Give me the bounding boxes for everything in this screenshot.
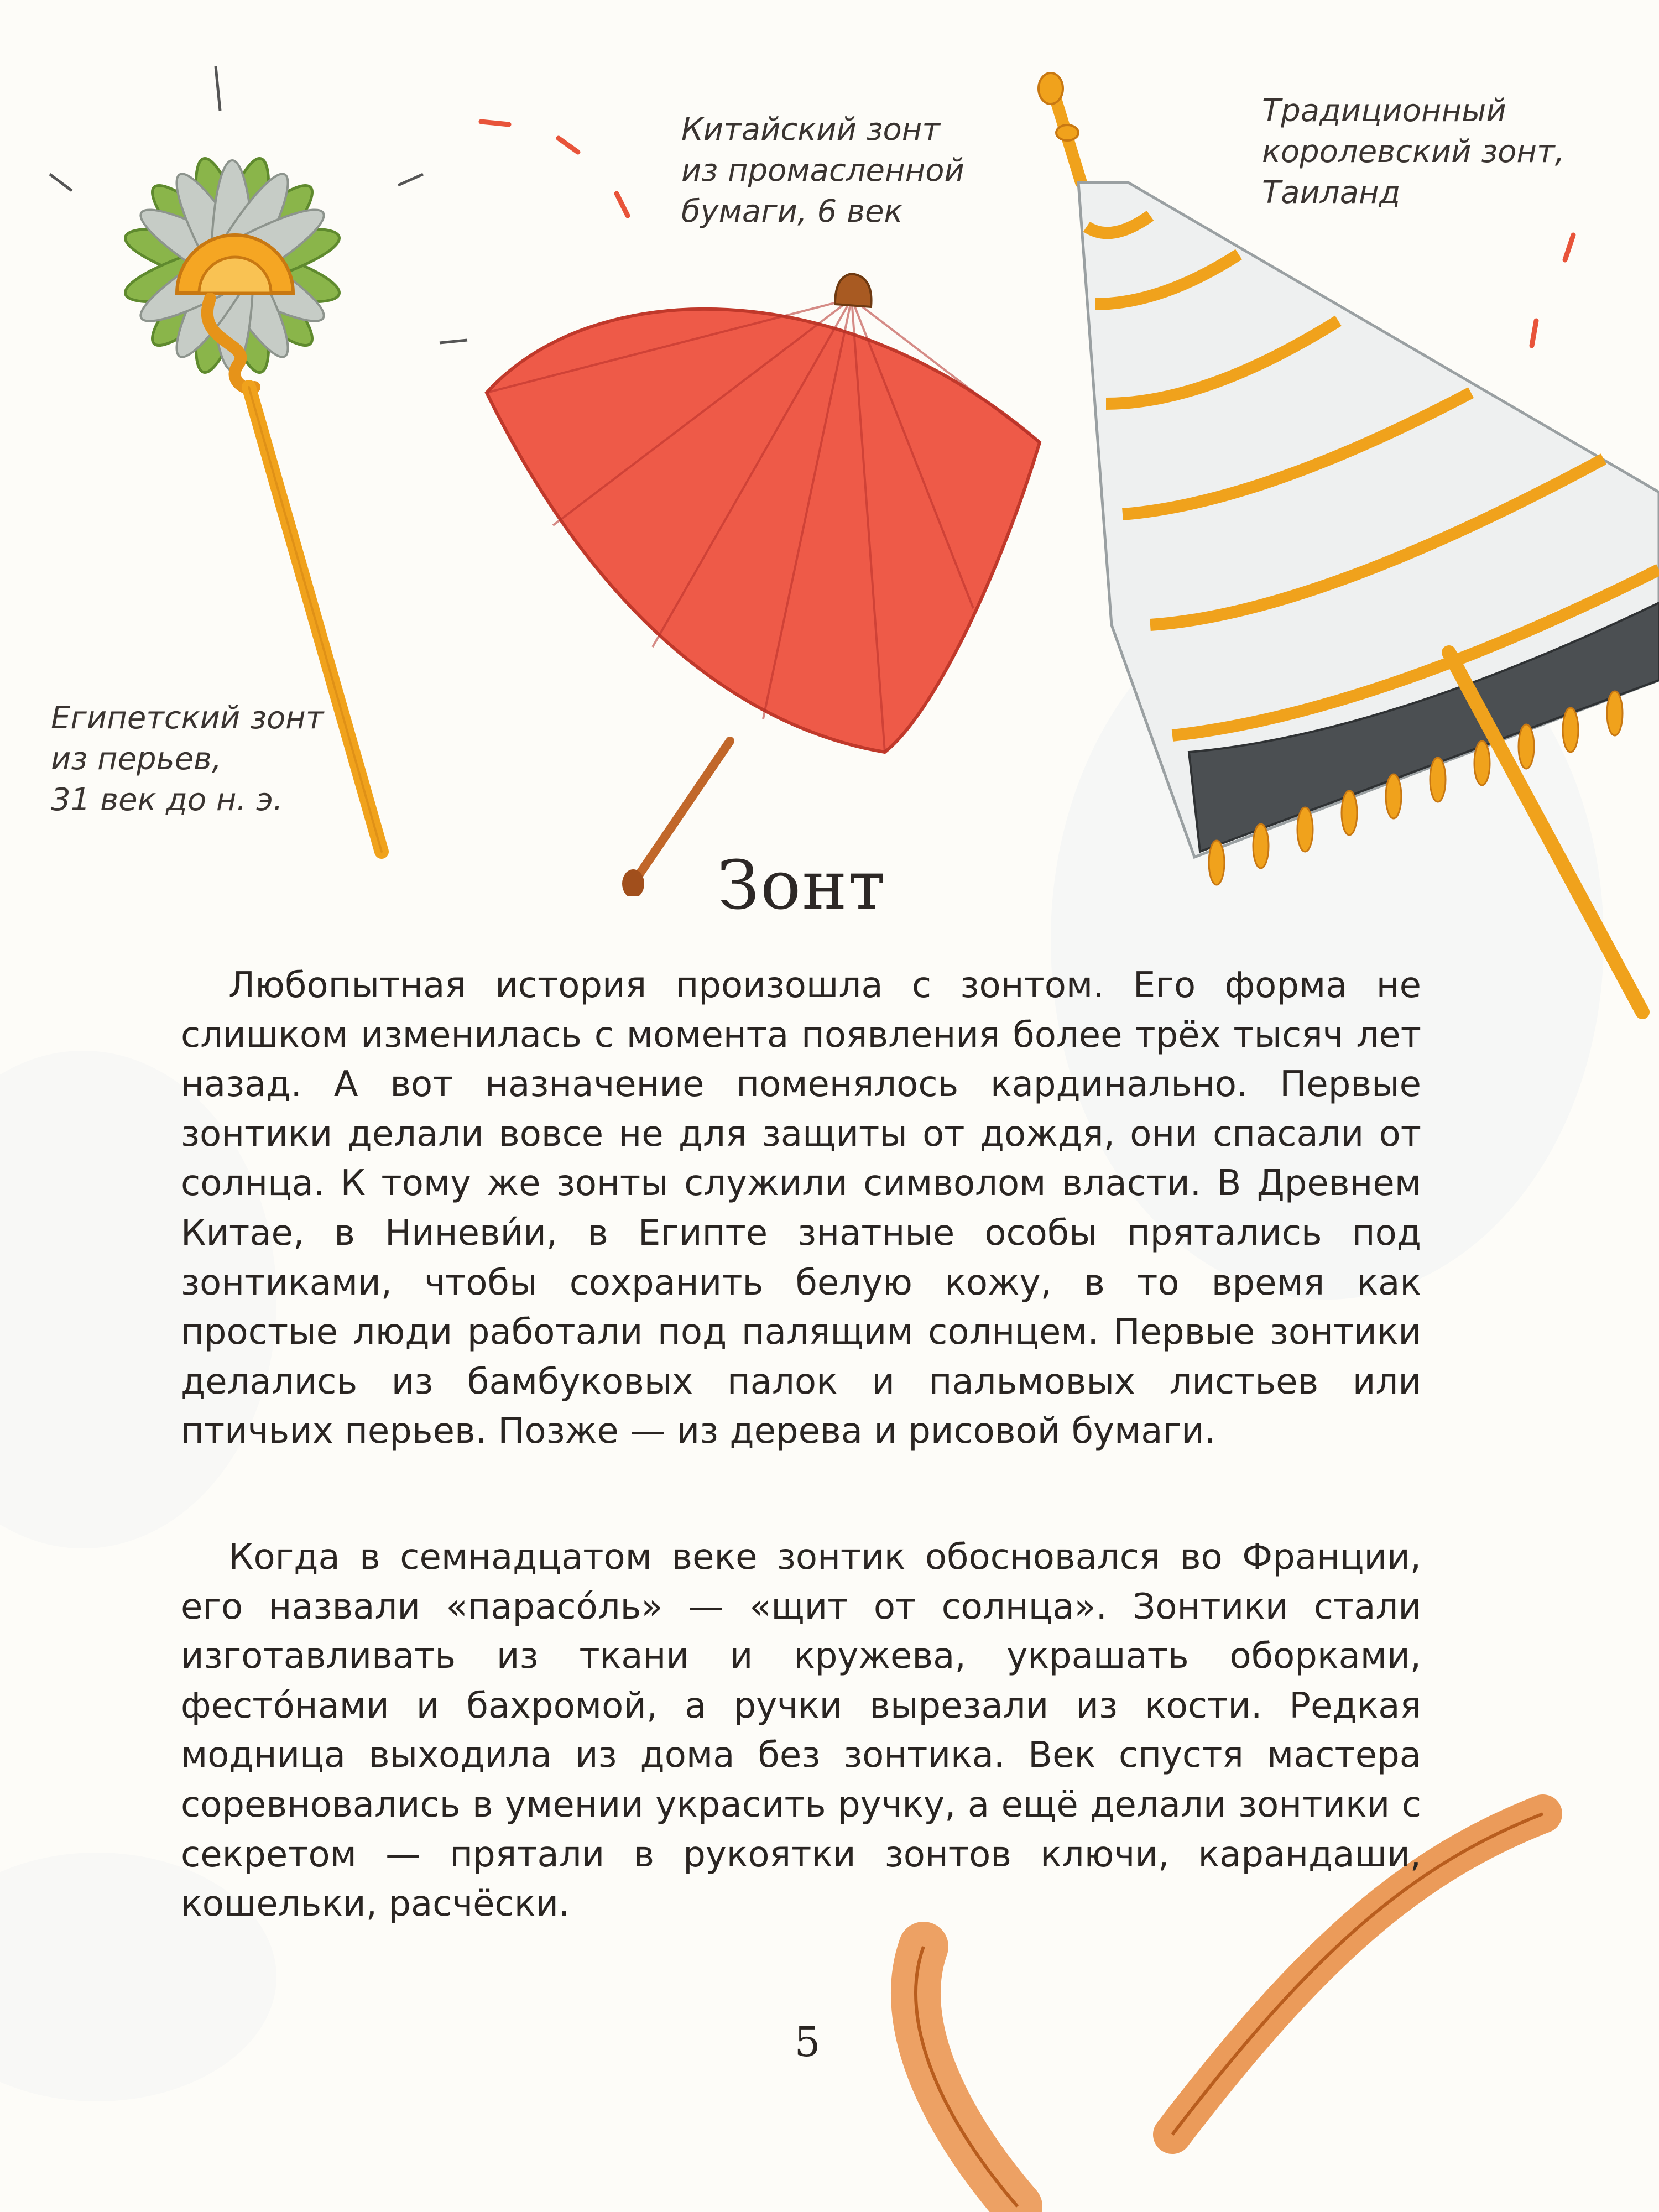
article-paragraph-2: Когда в семнадцатом веке зонтик обосновался во Франции, его назвали «парасо́ль» — «щит от солнца». Зонтики стали изготавливать из ткани и кружева, украшать оборками, фесто́нами и бахромой, а ручки вырезали из кости. Редкая модница выходила из дома без зонтика. Век спустя мастера соревновались в умении украсить ручку, а ещё делали зонтики с секретом — прятали в рукоятки зонтов ключи, карандаши, кошельки, расчёски. [181, 1537, 1421, 1925]
page-number: 5 [794, 2018, 821, 2066]
caption-thai-umbrella: Традиционный королевский зонт, Таиланд [1262, 93, 1565, 211]
article-title: Зонт [717, 846, 887, 925]
article-paragraph-1: Любопытная история произошла с зонтом. Его форма не слишком изменилась с момента появления более трёх тысяч лет назад. А вот назначение поменялось кардинально. Первые зонтики делали вовсе не для защиты от дождя, они спасали от солнца. К тому же зонты служили символом власти. В Древнем Китае, в Ниневи́и, в Египте знатные особы прятались под зонтиками, чтобы сохранить белую кожу, в то время как простые люди работали под палящим солнцем. Первые зонтики делались из бамбуковых палок и пальмовых листьев или птичьих перьев. Позже — из дерева и рисовой бумаги. [181, 965, 1421, 1452]
caption-egyptian-umbrella: Египетский зонт из перьев, 31 век до н. э. [51, 700, 324, 818]
caption-chinese-umbrella: Китайский зонт из промасленной бумаги, 6 век [681, 112, 964, 229]
